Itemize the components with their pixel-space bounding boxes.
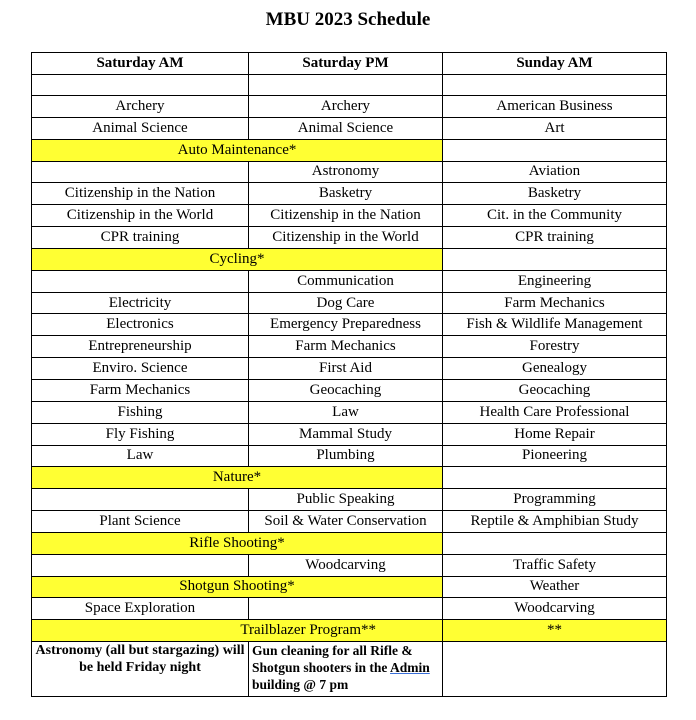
cell: CPR training	[443, 227, 667, 249]
cell	[32, 161, 249, 183]
cell: Communication	[249, 270, 443, 292]
cell: Geocaching	[249, 379, 443, 401]
cell: Space Exploration	[32, 598, 249, 620]
highlighted-all-day-cell: Cycling*	[32, 248, 443, 270]
cell: Soil & Water Conservation	[249, 511, 443, 533]
cell: Art	[443, 117, 667, 139]
cell	[443, 75, 667, 96]
spacer-row	[32, 75, 667, 96]
table-row	[32, 117, 667, 139]
highlighted-all-day-cell: Shotgun Shooting*	[32, 576, 443, 598]
cell: Plant Science	[32, 511, 249, 533]
table-row	[32, 270, 667, 292]
page-title: MBU 2023 Schedule	[265, 9, 431, 30]
cell: Citizenship in the Nation	[249, 205, 443, 227]
note-gun-cleaning	[249, 642, 443, 697]
table-row-highlighted	[32, 248, 667, 270]
cell: Citizenship in the Nation	[32, 183, 249, 205]
table-row	[32, 183, 667, 205]
cell: Aviation	[443, 161, 667, 183]
cell	[32, 270, 249, 292]
table-row	[32, 489, 667, 511]
cell: Fish & Wildlife Management	[443, 314, 667, 336]
table-row	[32, 358, 667, 380]
cell: Citizenship in the World	[249, 227, 443, 249]
cell: Farm Mechanics	[249, 336, 443, 358]
cell: Health Care Professional	[443, 401, 667, 423]
schedule-table	[31, 52, 667, 697]
cell: Animal Science	[32, 117, 249, 139]
table-row	[32, 292, 667, 314]
cell: Cit. in the Community	[443, 205, 667, 227]
table-row	[32, 554, 667, 576]
table-row	[32, 205, 667, 227]
note-gun-cleaning-end: building @ 7 pm	[252, 677, 349, 693]
cell: Woodcarving	[249, 554, 443, 576]
cell	[443, 467, 667, 489]
highlighted-all-day-cell: Rifle Shooting*	[32, 532, 443, 554]
cell	[443, 139, 667, 161]
cell: Pioneering	[443, 445, 667, 467]
cell: Fishing	[32, 401, 249, 423]
cell: Fly Fishing	[32, 423, 249, 445]
cell: Woodcarving	[443, 598, 667, 620]
cell: Archery	[32, 96, 249, 118]
table-row	[32, 161, 667, 183]
table-row	[32, 336, 667, 358]
table-row	[32, 96, 667, 118]
cell: Reptile & Amphibian Study	[443, 511, 667, 533]
cell: Entrepreneurship	[32, 336, 249, 358]
cell: Basketry	[443, 183, 667, 205]
note-astronomy: Astronomy (all but stargazing) will be held Friday night	[32, 642, 249, 697]
cell: Weather	[443, 576, 667, 598]
note-admin-word: Admin	[390, 660, 430, 676]
cell: Mammal Study	[249, 423, 443, 445]
cell	[443, 532, 667, 554]
cell: CPR training	[32, 227, 249, 249]
cell: Enviro. Science	[32, 358, 249, 380]
table-row	[32, 227, 667, 249]
cell: Farm Mechanics	[443, 292, 667, 314]
cell: American Business	[443, 96, 667, 118]
cell	[32, 489, 249, 511]
highlighted-all-day-cell: Nature*	[32, 467, 443, 489]
header-row	[32, 53, 667, 75]
trailblazer-marker-cell: **	[443, 620, 667, 642]
cell	[32, 75, 249, 96]
cell: Genealogy	[443, 358, 667, 380]
header-saturday-am: Saturday AM	[32, 53, 249, 75]
cell: Emergency Preparedness	[249, 314, 443, 336]
table-row-highlighted	[32, 139, 667, 161]
note-empty	[443, 642, 667, 697]
cell: Basketry	[249, 183, 443, 205]
table-row	[32, 314, 667, 336]
cell: Public Speaking	[249, 489, 443, 511]
trailblazer-program-cell: Trailblazer Program**	[32, 620, 443, 642]
trailblazer-row	[32, 620, 667, 642]
cell	[32, 554, 249, 576]
highlighted-all-day-cell: Auto Maintenance*	[32, 139, 443, 161]
cell: First Aid	[249, 358, 443, 380]
cell	[249, 598, 443, 620]
cell: Electricity	[32, 292, 249, 314]
cell: Electronics	[32, 314, 249, 336]
table-row	[32, 379, 667, 401]
cell: Animal Science	[249, 117, 443, 139]
cell: Traffic Safety	[443, 554, 667, 576]
note-gun-cleaning-text: Gun cleaning for all Rifle & Shotgun shooters in the	[252, 643, 413, 676]
notes-row	[32, 642, 667, 697]
table-row	[32, 401, 667, 423]
cell: Farm Mechanics	[32, 379, 249, 401]
cell: Home Repair	[443, 423, 667, 445]
cell: Engineering	[443, 270, 667, 292]
cell: Dog Care	[249, 292, 443, 314]
table-row	[32, 511, 667, 533]
cell: Archery	[249, 96, 443, 118]
cell	[443, 248, 667, 270]
table-row-highlighted	[32, 467, 667, 489]
header-saturday-pm: Saturday PM	[249, 53, 443, 75]
table-row	[32, 423, 667, 445]
cell: Law	[249, 401, 443, 423]
cell: Programming	[443, 489, 667, 511]
table-row-highlighted	[32, 576, 667, 598]
table-row	[32, 598, 667, 620]
cell: Geocaching	[443, 379, 667, 401]
header-sunday-am: Sunday AM	[443, 53, 667, 75]
cell: Law	[32, 445, 249, 467]
cell: Forestry	[443, 336, 667, 358]
cell	[249, 75, 443, 96]
cell: Plumbing	[249, 445, 443, 467]
cell: Astronomy	[249, 161, 443, 183]
table-row-highlighted	[32, 532, 667, 554]
cell: Citizenship in the World	[32, 205, 249, 227]
table-row	[32, 445, 667, 467]
